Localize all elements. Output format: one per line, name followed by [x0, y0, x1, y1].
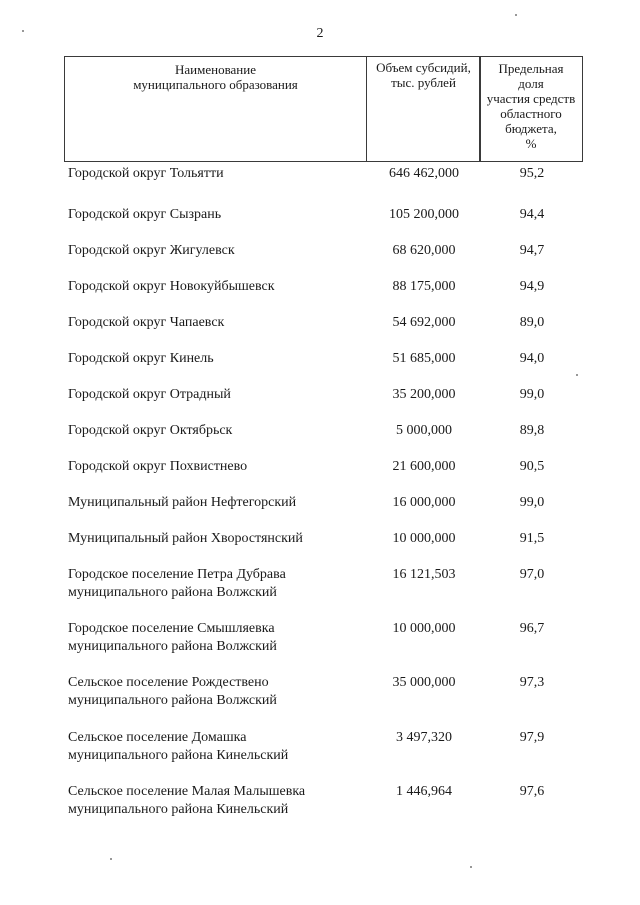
municipality-name: Городской округ Кинель	[68, 351, 214, 366]
subsidy-volume: 68 620,000	[392, 243, 456, 258]
column-header-share-line: доля	[518, 76, 544, 91]
column-header-share	[480, 56, 583, 162]
budget-share: 94,9	[519, 279, 545, 294]
subsidy-volume: 54 692,000	[392, 315, 456, 330]
municipality-name: Городской округ Новокуйбышевск	[68, 279, 275, 294]
column-header-volume-line: тыс. рублей	[391, 75, 456, 90]
scan-speck	[470, 866, 472, 868]
column-header-name-line: Наименование	[175, 62, 256, 77]
budget-share: 91,5	[519, 531, 545, 546]
subsidy-volume: 21 600,000	[392, 459, 456, 474]
budget-share: 97,6	[519, 784, 545, 799]
column-header-volume	[367, 57, 481, 161]
budget-share: 94,4	[519, 207, 545, 222]
subsidy-volume: 35 000,000	[392, 675, 456, 690]
municipality-name: Городской округ Чапаевск	[68, 315, 225, 330]
subsidy-volume: 3 497,320	[396, 730, 452, 745]
subsidy-volume: 10 000,000	[392, 531, 456, 546]
municipality-name: Муниципальный район Нефтегорский	[68, 495, 297, 510]
page-number: 2	[316, 26, 324, 41]
subsidy-volume: 5 000,000	[396, 423, 452, 438]
budget-share: 94,0	[519, 351, 545, 366]
municipality-name: Городской округ Тольятти	[68, 166, 224, 181]
subsidy-volume: 646 462,000	[389, 166, 459, 181]
municipality-name: Городское поселение Смышляевка муниципального района Волжский	[68, 621, 277, 654]
municipality-name: Сельское поселение Домашка муниципального района Кинельский	[68, 730, 289, 763]
scan-speck	[110, 858, 112, 860]
municipality-name: Городской округ Сызрань	[68, 207, 222, 222]
budget-share: 95,2	[519, 166, 545, 181]
budget-share: 94,7	[519, 243, 545, 258]
budget-share: 97,9	[519, 730, 545, 745]
municipality-name: Муниципальный район Хворостянский	[68, 531, 303, 546]
column-header-share-line: областного	[500, 106, 562, 121]
subsidy-volume: 105 200,000	[389, 207, 459, 222]
municipality-name: Городской округ Отрадный	[68, 387, 231, 402]
subsidy-volume: 10 000,000	[392, 621, 456, 636]
column-header-name	[65, 57, 367, 161]
budget-share: 96,7	[519, 621, 545, 636]
municipality-name: Сельское поселение Малая Малышевка муниципального района Кинельский	[68, 784, 306, 817]
column-header-volume-line: Объем субсидий,	[376, 60, 471, 75]
column-header-share-line: участия средств	[486, 91, 576, 106]
column-header-share-line: %	[525, 136, 537, 151]
column-header-share-line: Предельная	[498, 61, 564, 76]
budget-share: 97,3	[519, 675, 545, 690]
scan-speck	[576, 374, 578, 376]
scan-speck	[22, 30, 24, 32]
subsidy-volume: 1 446,964	[396, 784, 452, 799]
subsidy-volume: 35 200,000	[392, 387, 456, 402]
table-header	[64, 56, 480, 162]
budget-share: 99,0	[519, 495, 545, 510]
municipality-name: Городское поселение Петра Дубрава муниципального района Волжский	[68, 567, 286, 600]
budget-share: 99,0	[519, 387, 545, 402]
subsidy-volume: 51 685,000	[392, 351, 456, 366]
column-header-share-line: бюджета,	[505, 121, 557, 136]
budget-share: 97,0	[519, 567, 545, 582]
municipality-name: Городской округ Жигулевск	[68, 243, 235, 258]
column-header-name-line: муниципального образования	[133, 77, 298, 92]
subsidy-volume: 88 175,000	[392, 279, 456, 294]
municipality-name: Сельское поселение Рождествено муниципального района Волжский	[68, 675, 277, 708]
subsidy-volume: 16 121,503	[392, 567, 456, 582]
scan-speck	[515, 14, 517, 16]
municipality-name: Городской округ Октябрьск	[68, 423, 233, 438]
subsidy-volume: 16 000,000	[392, 495, 456, 510]
budget-share: 89,8	[519, 423, 545, 438]
municipality-name: Городской округ Похвистнево	[68, 459, 248, 474]
budget-share: 89,0	[519, 315, 545, 330]
budget-share: 90,5	[519, 459, 545, 474]
